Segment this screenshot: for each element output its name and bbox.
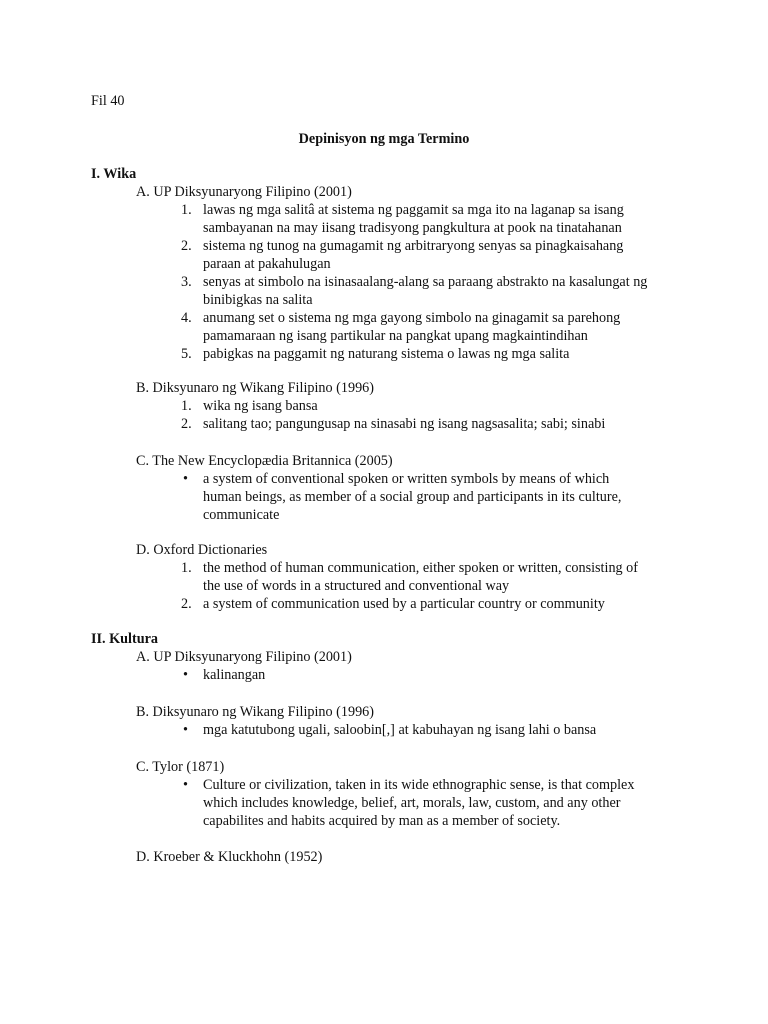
subsection-label: D. Oxford Dictionaries [136, 542, 268, 558]
subsection-label: C. Tylor (1871) [136, 759, 225, 775]
document-title: Depinisyon ng mga Termino [298, 131, 470, 147]
list-marker: 5. [181, 346, 192, 362]
list-item-text: human beings, as member of a social group and participants in its culture, [203, 489, 622, 505]
bullet-marker: • [183, 722, 188, 738]
list-marker: 3. [181, 274, 192, 290]
list-item-text: senyas at simbolo na isinasaalang-alang sa paraang abstrakto na kasalungat ng [203, 274, 648, 290]
list-marker: 2. [181, 416, 192, 432]
section-heading-kultura: II. Kultura [91, 631, 159, 647]
list-item-text: sistema ng tunog na gumagamit ng arbitraryong senyas sa pinagkaisahang [203, 238, 624, 254]
list-marker: 2. [181, 238, 192, 254]
list-marker: 4. [181, 310, 192, 326]
course-code: Fil 40 [91, 93, 125, 109]
list-item-text: mga katutubong ugali, saloobin[,] at kabuhayan ng isang lahi o bansa [203, 722, 597, 738]
list-item-text: sambayanan na may iisang tradisyong pangkultura at pook na tinatahanan [203, 220, 622, 236]
subsection-label: A. UP Diksyunaryong Filipino (2001) [136, 184, 352, 200]
subsection-label: D. Kroeber & Kluckhohn (1952) [136, 849, 323, 865]
bullet-marker: • [183, 777, 188, 793]
subsection-label: C. The New Encyclopædia Britannica (2005) [136, 453, 393, 469]
list-item-text: pabigkas na paggamit ng naturang sistema o lawas ng mga salita [203, 346, 570, 362]
list-marker: 2. [181, 596, 192, 612]
subsection-label: A. UP Diksyunaryong Filipino (2001) [136, 649, 352, 665]
list-item-text: paraan at pakahulugan [203, 256, 331, 272]
list-item-text: Culture or civilization, taken in its wide ethnographic sense, is that complex [203, 777, 635, 793]
list-item-text: the use of words in a structured and conventional way [203, 578, 510, 594]
list-item-text: capabilites and habits acquired by man as a member of society. [203, 813, 561, 829]
list-item-text: kalinangan [203, 667, 266, 683]
bullet-marker: • [183, 471, 188, 487]
subsection-label: B. Diksyunaro ng Wikang Filipino (1996) [136, 704, 374, 720]
section-heading-wika: I. Wika [91, 166, 137, 182]
list-item-text: anumang set o sistema ng mga gayong simbolo na ginagamit sa parehong [203, 310, 621, 326]
list-item-text: the method of human communication, either spoken or written, consisting of [203, 560, 638, 576]
list-item-text: pamamaraan ng isang partikular na pangkat upang magkaintindihan [203, 328, 588, 344]
list-item-text: which includes knowledge, belief, art, morals, law, custom, and any other [203, 795, 621, 811]
list-marker: 1. [181, 398, 192, 414]
list-item-text: lawas ng mga salitâ at sistema ng paggamit sa mga ito na laganap sa isang [203, 202, 624, 218]
list-marker: 1. [181, 560, 192, 576]
list-item-text: salitang tao; pangungusap na sinasabi ng isang nagsasalita; sabi; sinabi [203, 416, 606, 432]
list-item-text: binibigkas na salita [203, 292, 313, 308]
list-item-text: a system of communication used by a particular country or community [203, 596, 605, 612]
list-marker: 1. [181, 202, 192, 218]
list-item-text: a system of conventional spoken or written symbols by means of which [203, 471, 610, 487]
subsection-label: B. Diksyunaro ng Wikang Filipino (1996) [136, 380, 374, 396]
bullet-marker: • [183, 667, 188, 683]
list-item-text: communicate [203, 507, 280, 523]
list-item-text: wika ng isang bansa [203, 398, 318, 414]
